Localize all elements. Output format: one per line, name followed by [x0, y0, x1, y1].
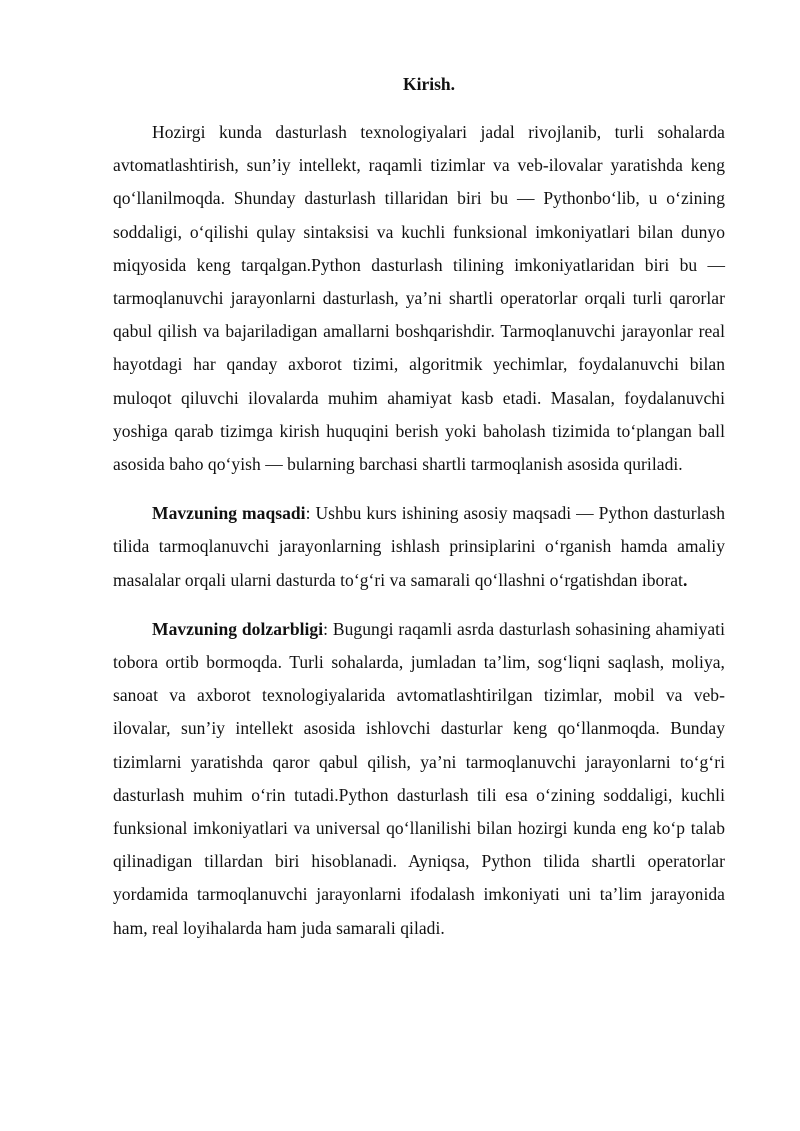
goal-end-mark: . — [682, 569, 688, 590]
relevance-paragraph — [113, 613, 725, 945]
relevance-heading: Mavzuning dolzarbligi — [152, 618, 324, 639]
goal-separator: : — [305, 503, 316, 524]
goal-text: Ushbu kurs ishining asosiy maqsadi — Python dasturlash tilida tarmoqlanuvchi jarayonlarning ishlash prinsiplarini o‘rganish hamda amaliy masalalar orqali ularni dasturda to‘g‘ri va samarali qo‘llashni o‘rgatishdan iborat — [113, 503, 725, 590]
document-title: Kirish. — [402, 74, 456, 94]
goal-paragraph — [113, 497, 725, 597]
relevance-separator: : — [323, 618, 333, 639]
relevance-text: Bugungi raqamli asrda dasturlash sohasining ahamiyati tobora ortib bormoqda. Turli sohalarda, jumladan ta’lim, sog‘liqni saqlash, moliya, sanoat va axborot texnologiyalarida avtomatlashtirilgan tizimlar, mobil va veb-ilovalar, sun’iy intellekt asosida ishlovchi dasturlar keng qo‘llanmoqda. Bunday tizimlarni yaratishda qaror qabul qilish, ya’ni tarmoqlanuvchi jarayonlarni to‘g‘ri dasturlash muhim o‘rin tutadi.Python dasturlash tili esa o‘zining soddaligi, kuchli funksional imkoniyatlari va universal qo‘llanilishi bilan hozirgi kunda eng ko‘p talab qilinadigan tillardan biri hisoblanadi. Ayniqsa, Python tilida shartli operatorlar yordamida tarmoqlanuvchi jarayonlarni ifodalash imkoniyati uni ta’lim jarayonida ham, real loyihalarda ham juda samarali qiladi. — [113, 618, 726, 938]
goal-heading: Mavzuning maqsadi — [152, 503, 306, 524]
document-page — [113, 72, 725, 945]
intro-paragraph: Hozirgi kunda dasturlash texnologiyalari jadal rivojlanib, turli sohalarda avtomatlashtirish, sun’iy intellekt, raqamli tizimlar va veb-ilovalar yaratishda keng qo‘llanilmoqda. Shunday dasturlash tillaridan biri bu — Pythonbo‘lib, u o‘zining soddaligi, o‘qilishi qulay sintaksisi va kuchli funksional imkoniyatlari bilan dunyo miqyosida keng tarqalgan.Python dasturlash tilining imkoniyatlaridan biri bu — tarmoqlanuvchi jarayonlarni dasturlash, ya’ni shartli operatorlar orqali turli qarorlar qabul qilish va bajariladigan amallarni boshqarishdir. Tarmoqlanuvchi jarayonlar real hayotdagi har qanday axborot tizimi, algoritmik yechimlar, foydalanuvchi bilan muloqot qiluvchi ilovalarda muhim ahamiyat kasb etadi. Masalan, foydalanuvchi yoshiga qarab tizimga kirish huquqini berish yoki baholash tizimida to‘plangan ball asosida baho qo‘yish — bularning barchasi shartli tarmoqlanish asosida quriladi. — [113, 122, 725, 475]
